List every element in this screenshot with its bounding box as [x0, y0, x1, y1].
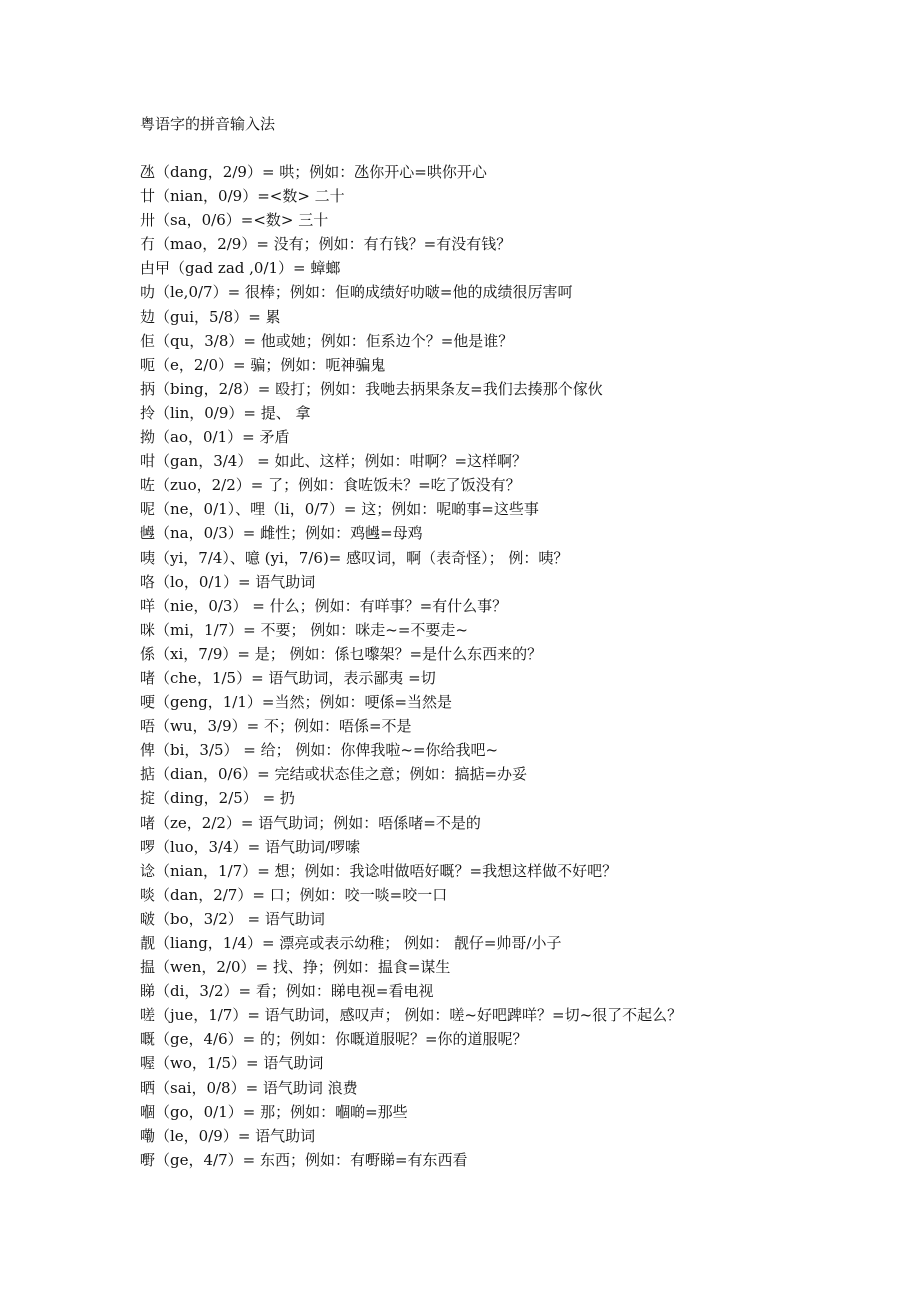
list-item: 咪（mi，1/7）= 不要； 例如：咪走~=不要走~ — [140, 620, 468, 639]
list-item: 唔（wu，3/9）= 不；例如：唔係=不是 — [140, 717, 412, 736]
list-item: 掟（ding，2/5） = 扔 — [140, 789, 295, 808]
list-item: 哽（geng，1/1）=当然；例如：哽係=当然是 — [140, 693, 453, 712]
list-item: 甴曱（gad zad ,0/1）= 蟑螂 — [140, 259, 341, 278]
list-item: 嗰（go，0/1）= 那；例如：嗰啲=那些 — [140, 1102, 408, 1121]
list-item: 呃（e，2/0）= 骗；例如：呃神骗鬼 — [140, 355, 386, 374]
list-item: 咁（gan，3/4） = 如此、这样；例如：咁啊？=这样啊？ — [140, 452, 528, 471]
list-item: 揾（wen，2/0）= 找、挣；例如：揾食=谋生 — [140, 958, 451, 977]
list-item: 咩（nie，0/3） = 什么；例如：有咩事？=有什么事？ — [140, 596, 508, 615]
list-item: 晒（sai，0/8）= 语气助词 浪费 — [140, 1078, 358, 1097]
list-item: 叻（le,0/7）= 很棒；例如：佢啲成绩好叻啵=他的成绩很厉害呵 — [140, 283, 573, 302]
list-item: 佢（qu，3/8）= 他或她；例如：佢系边个？=他是谁？ — [140, 331, 514, 350]
list-item: 啫（che，1/5）= 语气助词，表示鄙夷 =切 — [140, 668, 436, 687]
list-item: 喔（wo，1/5）= 语气助词 — [140, 1054, 324, 1073]
list-item: 氹（dang，2/9）= 哄；例如：氹你开心=哄你开心 — [140, 163, 487, 181]
list-item: 啵（bo，3/2） = 语气助词 — [140, 909, 325, 928]
list-item: 嘞（le，0/9）= 语气助词 — [140, 1126, 316, 1145]
list-item: 谂（nian，1/7）= 想；例如：我谂咁做唔好嘅？=我想这样做不好吧？ — [140, 861, 618, 880]
list-item: 啖（dan，2/7）= 口；例如：咬一啖=咬一口 — [140, 885, 448, 904]
list-item: 睇（di，3/2）= 看；例如：睇电视=看电视 — [140, 982, 434, 1001]
list-item: 係（xi，7/9）= 是； 例如：係乜嚟架？=是什么东西来的？ — [140, 644, 543, 663]
entry-list — [140, 160, 900, 1172]
list-item: 掂（dian，0/6）= 完结或状态佳之意；例如：搞掂=办妥 — [140, 765, 528, 784]
list-item: 卅（sa，0/6）=<数> 三十 — [140, 211, 329, 230]
list-item: 攰（gui，5/8）= 累 — [140, 307, 281, 326]
list-item: 冇（mao，2/9）= 没有；例如：有冇钱？=有没有钱？ — [140, 235, 512, 254]
list-item: 俾（bi，3/5） = 给； 例如：你俾我啦~=你给我吧~ — [140, 741, 499, 760]
list-item: 拗（ao，0/1）= 矛盾 — [140, 428, 290, 447]
list-item: 咗（zuo，2/2）= 了；例如：食咗饭未？=吃了饭没有？ — [140, 476, 521, 495]
list-item: 咯（lo，0/1）= 语气助词 — [140, 572, 316, 591]
list-item: 呢（ne，0/1）、哩（li，0/7）= 这；例如：呢啲事=这些事 — [140, 500, 539, 519]
list-item: 乸（na，0/3）= 雌性；例如：鸡乸=母鸡 — [140, 524, 423, 543]
list-item: 廿（nian，0/9）=<数> 二十 — [140, 187, 345, 206]
list-item: 咦（yi，7/4）、噫 (yi，7/6)= 感叹词，啊（表奇怪）； 例：咦？ — [140, 548, 569, 567]
list-item: 拎（lin，0/9）= 提、 拿 — [140, 403, 311, 422]
list-item: 嘅（ge，4/6）= 的；例如：你嘅道服呢？=你的道服呢？ — [140, 1030, 528, 1049]
list-item: 靓（liang，1/4）= 漂亮或表示幼稚； 例如： 靓仔=帅哥/小子 — [140, 934, 562, 952]
list-item: 抦（bing，2/8）= 殴打；例如：我哋去抦果条友=我们去揍那个傢伙 — [140, 379, 603, 398]
list-item: 啫（ze，2/2）= 语气助词；例如：唔係啫=不是的 — [140, 813, 481, 832]
list-item: 嘢（ge，4/7）= 东西；例如：有嘢睇=有东西看 — [140, 1150, 468, 1169]
list-item: 嗟（jue，1/7）= 语气助词，感叹声； 例如：嗟~好吧䠋咩？=切~很了不起么？ — [140, 1006, 683, 1025]
list-item: 啰（luo，3/4）= 语气助词/啰嗦 — [140, 837, 361, 856]
document-title: 粤语字的拼音输入法 — [140, 115, 276, 133]
